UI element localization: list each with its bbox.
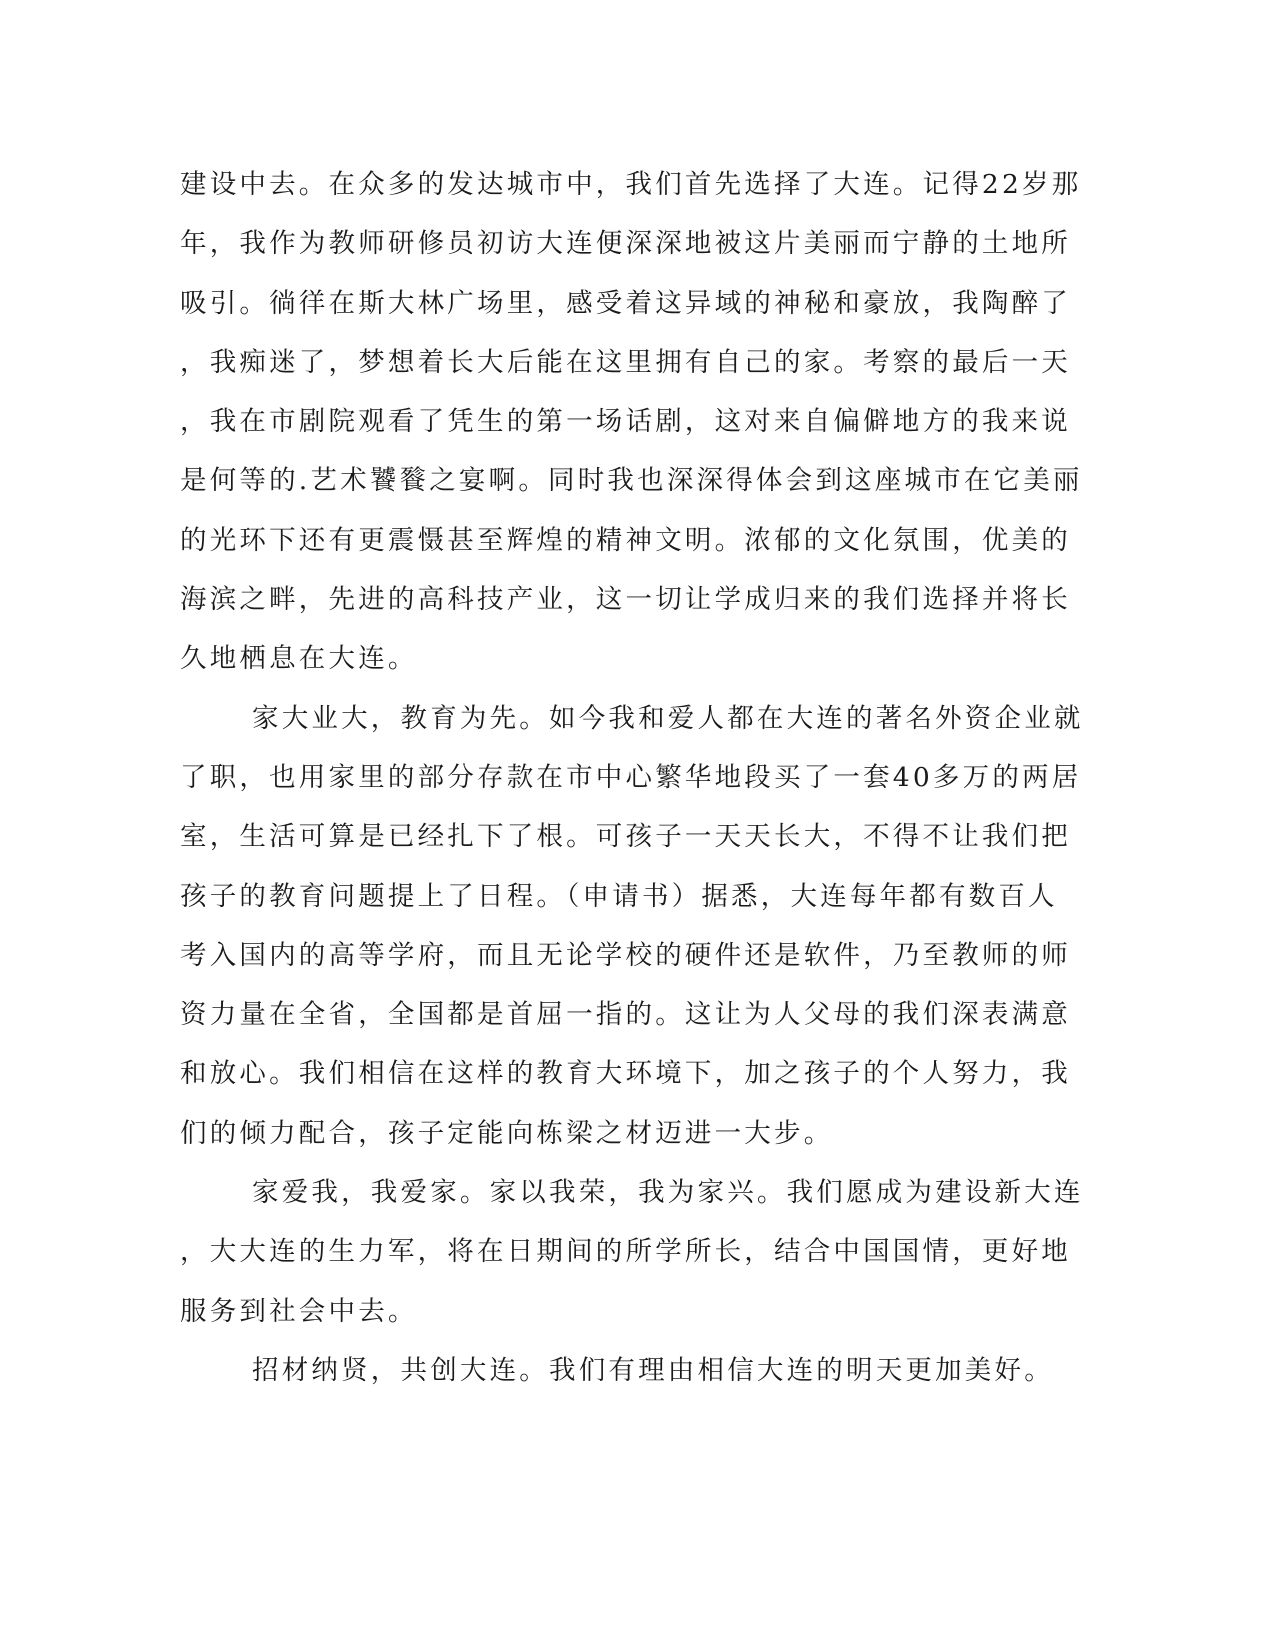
text-line: ，我痴迷了，梦想着长大后能在这里拥有自己的家。考察的最后一天	[180, 346, 1071, 378]
text-line: 们的倾力配合，孩子定能向栋梁之材迈进一大步。	[180, 1117, 834, 1149]
text-line: 招材纳贤，共创大连。我们有理由相信大连的明天更加美好。	[252, 1354, 1054, 1386]
text-line: 了职，也用家里的部分存款在市中心繁华地段买了一套40多万的两居	[180, 761, 1082, 793]
text-line: 海滨之畔，先进的高科技产业，这一切让学成归来的我们选择并将长	[180, 584, 1071, 616]
text-line: 家大业大，教育为先。如今我和爱人都在大连的著名外资企业就	[252, 702, 1084, 734]
text-line: 孩子的教育问题提上了日程。（申请书）据悉，大连每年都有数百人	[180, 880, 1058, 912]
text-line: 久地栖息在大连。	[180, 643, 418, 675]
text-line: 吸引。徜徉在斯大林广场里，感受着这异域的神秘和豪放，我陶醉了	[180, 287, 1071, 319]
paragraph-2	[180, 689, 1084, 1163]
text-line: 家爱我，我爱家。家以我荣，我为家兴。我们愿成为建设新大连	[252, 1177, 1084, 1209]
paragraph-3	[180, 1163, 1084, 1341]
text-line: 服务到社会中去。	[180, 1295, 418, 1327]
text-line: 建设中去。在众多的发达城市中，我们首先选择了大连。记得22岁那	[180, 169, 1082, 200]
text-line: 年，我作为教师研修员初访大连便深深地被这片美丽而宁静的土地所	[180, 228, 1071, 260]
text-line: 考入国内的高等学府，而且无论学校的硬件还是软件，乃至教师的师	[180, 939, 1071, 971]
text-line: ，我在市剧院观看了凭生的第一场话剧，这对来自偏僻地方的我来说	[180, 406, 1071, 438]
document-body	[180, 155, 1084, 1400]
text-line: 和放心。我们相信在这样的教育大环境下，加之孩子的个人努力，我	[180, 1058, 1071, 1090]
text-line: ，大大连的生力军，将在日期间的所学所长，结合中国国情，更好地	[180, 1236, 1071, 1268]
text-line: 室，生活可算是已经扎下了根。可孩子一天天长大，不得不让我们把	[180, 821, 1071, 853]
text-line: 是何等的.艺术饕餮之宴啊。同时我也深深得体会到这座城市在它美丽	[180, 465, 1083, 497]
text-line: 资力量在全省，全国都是首屈一指的。这让为人父母的我们深表满意	[180, 999, 1071, 1031]
paragraph-1	[180, 155, 1083, 689]
paragraph-4	[180, 1341, 1054, 1400]
text-line: 的光环下还有更震慑甚至辉煌的精神文明。浓郁的文化氛围，优美的	[180, 524, 1071, 556]
